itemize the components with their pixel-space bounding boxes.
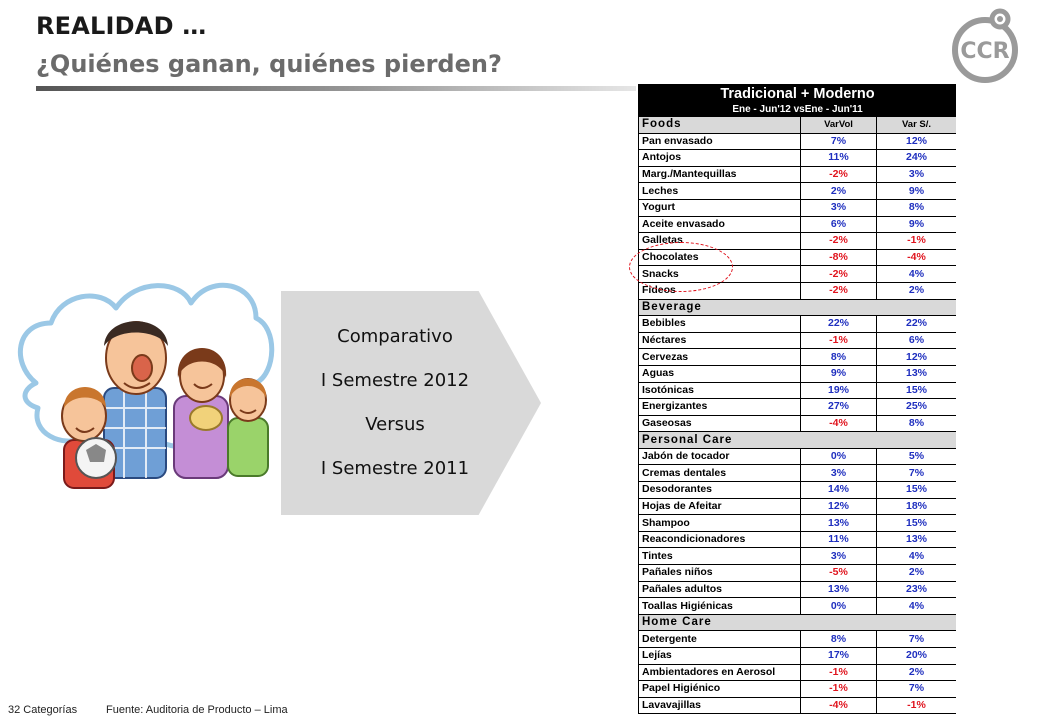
var-vol-cell: 2% [801,183,877,200]
section-header-row [639,117,957,134]
var-vol-cell: 3% [801,199,877,216]
var-vol-cell: 12% [801,498,877,515]
category-name: Detergente [639,631,801,648]
var-sales-cell: 20% [877,648,957,665]
page-title: REALIDAD … [36,12,207,40]
table-row [639,565,957,582]
category-name: Tintes [639,548,801,565]
category-name: Reacondicionadores [639,531,801,548]
table-title: Tradicional + Moderno [639,85,957,104]
table-row [639,465,957,482]
var-vol-cell: 13% [801,515,877,532]
var-sales-cell: 15% [877,382,957,399]
category-name: Leches [639,183,801,200]
category-name: Shampoo [639,515,801,532]
var-vol-cell: 17% [801,648,877,665]
table-title-row [639,85,957,104]
table-row [639,199,957,216]
var-vol-cell: 22% [801,316,877,333]
var-vol-cell: -1% [801,332,877,349]
category-name: Yogurt [639,199,801,216]
category-name: Cremas dentales [639,465,801,482]
var-sales-cell: 9% [877,183,957,200]
var-vol-cell: 9% [801,365,877,382]
table-row [639,316,957,333]
table-subtitle-row [639,104,957,117]
table-row [639,648,957,665]
table-row [639,249,957,266]
var-vol-cell: -2% [801,166,877,183]
var-vol-cell: -8% [801,249,877,266]
var-sales-cell: 18% [877,498,957,515]
table-row [639,631,957,648]
var-sales-cell: 13% [877,531,957,548]
var-vol-cell: 6% [801,216,877,233]
logo-text: CCR [960,39,1010,64]
section-header-row [639,614,957,631]
table-row [639,498,957,515]
table-row [639,681,957,698]
var-sales-cell: 12% [877,133,957,150]
var-sales-cell: -1% [877,233,957,250]
table-row [639,382,957,399]
var-vol-cell: 27% [801,399,877,416]
table-row [639,266,957,283]
table-row [639,233,957,250]
category-name: Jabón de tocador [639,448,801,465]
var-vol-cell: 13% [801,581,877,598]
table-row [639,531,957,548]
var-vol-cell: 14% [801,482,877,499]
table-row [639,133,957,150]
var-vol-cell: 8% [801,631,877,648]
var-vol-cell: -4% [801,415,877,432]
var-sales-cell: 22% [877,316,957,333]
table-row [639,482,957,499]
category-name: Energizantes [639,399,801,416]
table-row [639,399,957,416]
section-header-row [639,299,957,316]
var-sales-cell: 4% [877,266,957,283]
table-row [639,581,957,598]
section-name: Beverage [639,299,957,316]
var-vol-cell: -1% [801,664,877,681]
section-header-row [639,432,957,449]
column-header-vol: VarVol [801,117,877,134]
var-sales-cell: 15% [877,482,957,499]
var-sales-cell: 2% [877,565,957,582]
category-name: Toallas Higiénicas [639,598,801,615]
var-vol-cell: 11% [801,531,877,548]
var-sales-cell: 3% [877,166,957,183]
var-sales-cell: 5% [877,448,957,465]
table-row [639,515,957,532]
category-variation-table [638,84,956,714]
var-sales-cell: 23% [877,581,957,598]
var-vol-cell: -5% [801,565,877,582]
category-table-container [638,84,956,724]
var-sales-cell: 15% [877,515,957,532]
var-sales-cell: 25% [877,399,957,416]
var-sales-cell: 6% [877,332,957,349]
table-row [639,166,957,183]
var-sales-cell: 13% [877,365,957,382]
comparison-line-4: I Semestre 2011 [320,458,470,479]
column-header-sales: Var S/. [877,117,957,134]
table-row [639,332,957,349]
var-vol-cell: -2% [801,233,877,250]
table-row [639,697,957,714]
category-name: Aguas [639,365,801,382]
category-name: Pañales niños [639,565,801,582]
table-row [639,183,957,200]
table-row [639,282,957,299]
category-name: Snacks [639,266,801,283]
category-name: Gaseosas [639,415,801,432]
var-vol-cell: 8% [801,349,877,366]
category-name: Marg./Mantequillas [639,166,801,183]
table-row [639,448,957,465]
var-sales-cell: 7% [877,631,957,648]
var-vol-cell: -1% [801,681,877,698]
var-sales-cell: -4% [877,249,957,266]
category-name: Fideos [639,282,801,299]
var-sales-cell: 2% [877,664,957,681]
category-name: Ambientadores en Aerosol [639,664,801,681]
footer-category-count: 32 Categorías [8,704,78,716]
table-row [639,349,957,366]
var-sales-cell: 9% [877,216,957,233]
category-name: Aceite envasado [639,216,801,233]
var-vol-cell: -2% [801,282,877,299]
page-subtitle: ¿Quiénes ganan, quiénes pierden? [36,50,502,78]
section-name: Home Care [639,614,957,631]
var-sales-cell: 4% [877,548,957,565]
category-name: Chocolates [639,249,801,266]
var-vol-cell: 3% [801,465,877,482]
footer-source: Fuente: Auditoria de Producto – Lima [106,704,288,716]
family-illustration [6,268,278,498]
category-name: Pan envasado [639,133,801,150]
table-row [639,664,957,681]
var-sales-cell: 8% [877,415,957,432]
table-row [639,365,957,382]
var-vol-cell: -4% [801,697,877,714]
table-subtitle: Ene - Jun'12 vsEne - Jun'11 [639,104,957,117]
var-vol-cell: 19% [801,382,877,399]
var-vol-cell: 3% [801,548,877,565]
var-vol-cell: 7% [801,133,877,150]
table-row [639,548,957,565]
var-sales-cell: 7% [877,465,957,482]
table-row [639,598,957,615]
ccr-logo [944,6,1026,88]
category-name: Papel Higiénico [639,681,801,698]
var-sales-cell: 4% [877,598,957,615]
comparison-line-3: Versus [365,414,425,435]
var-vol-cell: -2% [801,266,877,283]
category-name: Néctares [639,332,801,349]
section-name: Personal Care [639,432,957,449]
table-row [639,216,957,233]
table-row [639,150,957,167]
var-sales-cell: 2% [877,282,957,299]
var-vol-cell: 0% [801,598,877,615]
comparison-line-1: Comparativo [337,326,453,347]
category-name: Cervezas [639,349,801,366]
var-sales-cell: 12% [877,349,957,366]
section-name: Foods [639,117,801,134]
title-underline [36,86,636,91]
var-sales-cell: 24% [877,150,957,167]
category-name: Bebibles [639,316,801,333]
category-name: Galletas [639,233,801,250]
category-name: Desodorantes [639,482,801,499]
comparison-text [281,291,509,515]
category-name: Hojas de Afeitar [639,498,801,515]
comparison-line-2: I Semestre 2012 [320,370,470,391]
table-row [639,415,957,432]
category-name: Antojos [639,150,801,167]
category-name: Lavavajillas [639,697,801,714]
var-vol-cell: 0% [801,448,877,465]
var-sales-cell: 7% [877,681,957,698]
var-vol-cell: 11% [801,150,877,167]
var-sales-cell: -1% [877,697,957,714]
category-name: Isotónicas [639,382,801,399]
var-sales-cell: 8% [877,199,957,216]
category-name: Lejías [639,648,801,665]
category-name: Pañales adultos [639,581,801,598]
